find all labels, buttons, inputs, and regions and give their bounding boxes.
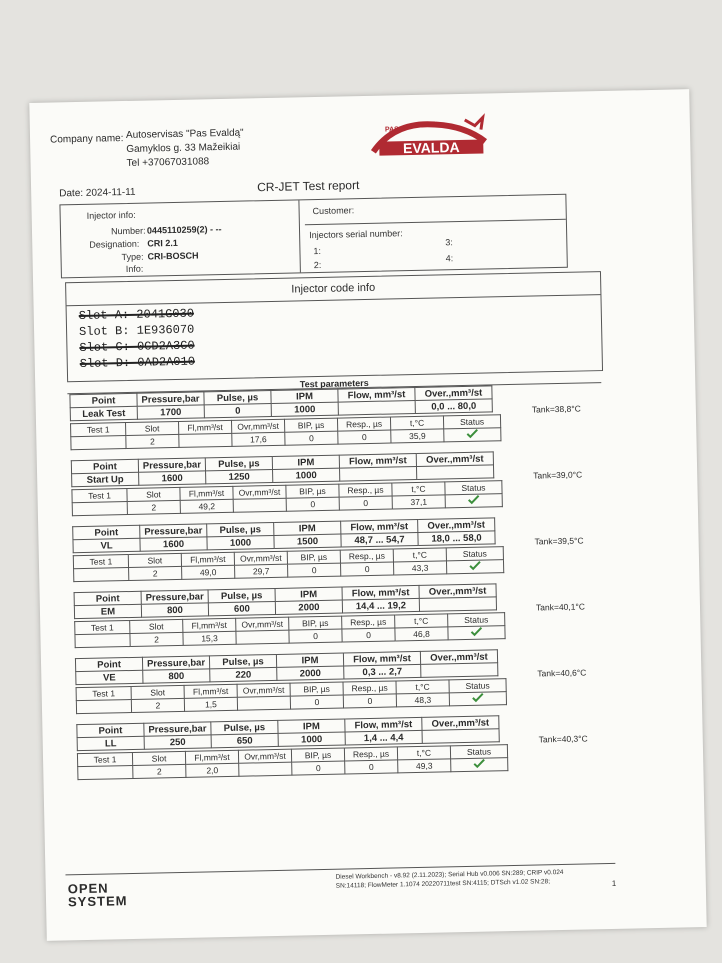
sub-header-resp: Resp., µs (343, 681, 396, 695)
logo-line-1: OPEN (67, 880, 109, 897)
result-t: 46,8 (395, 627, 448, 641)
report-date: Date: 2024-11-11 (59, 186, 136, 200)
sub-header-fl: Fl,mm³/st (183, 618, 236, 632)
sub-header-bip: BIP, µs (286, 484, 339, 498)
result-slot: 2 (131, 698, 184, 712)
column-header-pulse: Pulse, µs (205, 456, 272, 470)
param-point: Leak Test (70, 406, 137, 420)
check-icon (445, 494, 502, 508)
test-spacer (76, 699, 131, 713)
sub-header-fl: Fl,mm³/st (181, 552, 234, 566)
result-ovr (236, 630, 289, 644)
sub-header-ovr: Ovr,mm³/st (236, 617, 289, 631)
result-t: 48,3 (396, 693, 449, 707)
result-slot: 2 (129, 566, 182, 580)
param-over (421, 663, 498, 678)
sub-header-test: Test 1 (77, 752, 132, 766)
column-header-pressure: Pressure,bar (137, 392, 204, 406)
column-header-over: Over.,mm³/st (419, 584, 496, 599)
sub-header-t: t,°C (397, 746, 450, 760)
check-icon (448, 626, 505, 640)
type-value: CRI-BOSCH (147, 250, 199, 262)
column-header-point: Point (77, 723, 144, 737)
evalda-logo (365, 111, 496, 164)
sub-header-resp: Resp., µs (344, 747, 397, 761)
test-block (74, 581, 603, 648)
column-header-over: Over.,mm³/st (418, 518, 495, 533)
sub-header-t: t,°C (392, 482, 445, 496)
sub-header-bip: BIP, µs (284, 418, 337, 432)
serial-slot-3: 3: (445, 237, 453, 248)
sub-header-status: Status (450, 745, 507, 759)
param-pulse: 650 (211, 733, 278, 747)
result-fl (179, 433, 232, 447)
result-resp: 0 (339, 496, 392, 510)
column-header-flow: Flow, mm³/st (339, 453, 416, 468)
test-spacer (75, 634, 130, 648)
sub-header-bip: BIP, µs (290, 682, 343, 696)
column-header-point: Point (73, 525, 140, 539)
sub-header-ovr: Ovr,mm³/st (231, 419, 284, 433)
column-header-flow: Flow, mm³/st (338, 387, 415, 402)
param-pressure: 800 (143, 669, 210, 683)
result-ovr: 29,7 (235, 564, 288, 578)
result-fl: 15,3 (183, 631, 236, 645)
result-ovr: 17,6 (232, 432, 285, 446)
column-header-over: Over.,mm³/st (422, 716, 499, 731)
param-pressure: 1600 (139, 471, 206, 485)
param-over (422, 729, 499, 744)
column-header-flow: Flow, mm³/st (341, 519, 418, 534)
info-divider (298, 200, 301, 272)
sub-header-test: Test 1 (73, 555, 128, 569)
column-header-over: Over.,mm³/st (416, 452, 493, 467)
check-icon (446, 560, 503, 574)
param-over (419, 597, 496, 612)
param-ipm: 1000 (271, 402, 338, 416)
code-line-2: Slot B: 1E936070 (78, 322, 195, 340)
param-point: Start Up (72, 472, 139, 486)
logo-top: PAS (384, 126, 399, 134)
column-header-point: Point (75, 657, 142, 671)
result-resp: 0 (341, 562, 394, 576)
param-point: EM (74, 604, 141, 618)
column-header-pulse: Pulse, µs (211, 720, 278, 734)
column-header-over: Over.,mm³/st (420, 650, 497, 665)
sub-header-slot: Slot (131, 685, 184, 699)
customer-divider (305, 219, 566, 225)
param-flow (338, 400, 415, 415)
sub-header-status: Status (445, 481, 502, 495)
param-pressure: 1600 (140, 537, 207, 551)
check-icon (444, 428, 501, 442)
check-icon (449, 692, 506, 706)
sub-header-resp: Resp., µs (339, 483, 392, 497)
result-t: 49,3 (398, 759, 451, 773)
sub-header-ovr: Ovr,mm³/st (233, 485, 286, 499)
code-line-4: Slot D: 0AD2A010 (79, 354, 196, 372)
company-label: Company name: (49, 133, 124, 146)
tank-temperature: Tank=38,8°C (531, 403, 581, 415)
sub-header-t: t,°C (393, 548, 446, 562)
number-value: 0445110259(2) - -- (146, 224, 222, 236)
column-header-flow: Flow, mm³/st (345, 717, 422, 732)
test-block (72, 515, 601, 582)
serial-slot-4: 4: (445, 253, 454, 264)
result-bip: 0 (288, 563, 341, 577)
check-icon (451, 758, 508, 772)
sub-header-status: Status (449, 679, 506, 693)
sub-header-status: Status (448, 613, 505, 627)
designation-value: CRI 2.1 (147, 237, 178, 249)
sub-header-slot: Slot (132, 751, 185, 765)
result-slot: 2 (127, 500, 180, 514)
column-header-pulse: Pulse, µs (208, 588, 275, 602)
result-ovr (239, 762, 292, 776)
code-line-1: Slot A: 2041G030 (78, 306, 195, 324)
param-flow: 14,4 ... 19,2 (342, 598, 419, 613)
result-slot: 2 (126, 434, 179, 448)
test-parameters-title: Test parameters (299, 377, 369, 390)
open-system-logo (68, 881, 128, 908)
tank-temperature: Tank=40,1°C (535, 601, 586, 613)
column-header-flow: Flow, mm³/st (343, 651, 420, 666)
tank-temperature: Tank=40,3°C (538, 733, 588, 745)
column-header-ipm: IPM (272, 455, 339, 469)
column-header-ipm: IPM (276, 653, 343, 667)
param-over (416, 465, 493, 480)
param-over: 0,0 ... 80,0 (415, 399, 492, 414)
result-resp: 0 (345, 760, 398, 774)
param-pulse: 0 (204, 404, 271, 418)
param-ipm: 2000 (275, 600, 342, 614)
param-pulse: 220 (210, 667, 277, 681)
company-address: Gamyklos g. 33 Mažeikiai (126, 141, 241, 155)
logo-name: EVALDA (402, 139, 460, 157)
test-spacer (74, 568, 129, 582)
logo-line-2: SYSTEM (67, 893, 128, 910)
sub-header-fl: Fl,mm³/st (184, 684, 237, 698)
software-info (335, 867, 595, 890)
param-flow: 48,7 ... 54,7 (341, 532, 418, 547)
param-flow (340, 466, 417, 481)
number-label: Number: (110, 225, 146, 237)
software-line-2: SN:14118; FlowMeter 1.1074 20220711test SN:4115; DTSch v1.02 SN:28; (335, 878, 551, 890)
serial-slot-2: 2: (313, 259, 322, 271)
param-pressure: 1700 (137, 405, 204, 419)
column-header-pulse: Pulse, µs (207, 522, 274, 536)
column-header-point: Point (71, 459, 138, 473)
injector-info-box (59, 194, 567, 279)
param-point: VL (73, 538, 140, 552)
result-resp: 0 (342, 628, 395, 642)
sub-header-t: t,°C (395, 614, 448, 628)
code-line-3: Slot C: 0CD2A3C0 (79, 338, 195, 356)
result-fl: 1,5 (184, 697, 237, 711)
sub-header-fl: Fl,mm³/st (180, 486, 233, 500)
result-slot: 2 (133, 764, 186, 778)
result-ovr (237, 696, 290, 710)
type-label: Type: (121, 251, 144, 263)
serial-label: Injectors serial number: (309, 228, 403, 241)
code-info-title: Injector code info (291, 281, 376, 296)
software-line-1: Diesel Workbench - v8.92 (2.11.2023); Serial Hub v0.006 SN:289; CRIP v0.024 (335, 868, 564, 881)
sub-header-status: Status (443, 415, 500, 429)
sub-header-resp: Resp., µs (340, 549, 393, 563)
sub-header-ovr: Ovr,mm³/st (234, 551, 287, 565)
param-flow: 1,4 ... 4,4 (345, 730, 422, 745)
sub-header-status: Status (446, 547, 503, 561)
result-bip: 0 (285, 431, 338, 445)
result-bip: 0 (289, 629, 342, 643)
column-header-pressure: Pressure,bar (141, 590, 208, 604)
sub-header-slot: Slot (126, 421, 179, 435)
company-details (126, 127, 245, 171)
result-bip: 0 (290, 695, 343, 709)
report-title: CR-JET Test report (256, 178, 360, 195)
injector-info-label: Injector info: (86, 209, 136, 221)
sub-header-resp: Resp., µs (337, 417, 390, 431)
column-header-pressure: Pressure,bar (140, 524, 207, 538)
param-pulse: 1250 (206, 469, 273, 483)
sub-header-slot: Slot (130, 619, 183, 633)
sub-header-test: Test 1 (76, 687, 131, 701)
result-resp: 0 (338, 430, 391, 444)
result-fl: 49,2 (180, 499, 233, 513)
sub-header-resp: Resp., µs (342, 615, 395, 629)
test-spacer (72, 502, 127, 516)
result-t: 37,1 (392, 495, 445, 509)
column-header-ipm: IPM (274, 521, 341, 535)
tank-temperature: Tank=39,0°C (533, 469, 583, 481)
company-name: Autoservisas "Pas Evaldą" (125, 127, 244, 141)
info-label: Info: (125, 263, 144, 275)
column-header-pulse: Pulse, µs (209, 654, 276, 668)
result-t: 35,9 (391, 429, 444, 443)
company-phone: Tel +37067031088 (126, 156, 210, 169)
sub-header-t: t,°C (396, 680, 449, 694)
column-header-ipm: IPM (278, 719, 345, 733)
sub-header-slot: Slot (127, 487, 180, 501)
result-slot: 2 (130, 632, 183, 646)
param-point: VE (76, 670, 143, 684)
result-ovr (233, 498, 286, 512)
test-block (69, 383, 598, 450)
param-ipm: 1000 (278, 732, 345, 746)
param-pulse: 600 (208, 601, 275, 615)
column-header-pulse: Pulse, µs (204, 391, 271, 405)
sub-header-bip: BIP, µs (291, 748, 344, 762)
column-header-pressure: Pressure,bar (142, 656, 209, 670)
sub-header-bip: BIP, µs (289, 616, 342, 630)
test-report-sheet (29, 89, 706, 941)
test-block (76, 713, 605, 780)
result-bip: 0 (292, 761, 345, 775)
sub-header-t: t,°C (390, 416, 443, 430)
sub-header-test: Test 1 (71, 423, 126, 437)
sub-header-bip: BIP, µs (287, 550, 340, 564)
column-header-ipm: IPM (271, 389, 338, 403)
column-header-over: Over.,mm³/st (415, 386, 492, 401)
param-flow: 0,3 ... 2,7 (344, 664, 421, 679)
sub-header-ovr: Ovr,mm³/st (237, 683, 290, 697)
column-header-ipm: IPM (275, 587, 342, 601)
tank-temperature: Tank=40,6°C (537, 667, 587, 679)
result-resp: 0 (343, 694, 396, 708)
test-spacer (78, 765, 133, 779)
sub-header-test: Test 1 (75, 621, 130, 635)
sub-header-ovr: Ovr,mm³/st (238, 749, 291, 763)
param-pressure: 250 (144, 735, 211, 749)
result-fl: 49,0 (182, 565, 235, 579)
result-bip: 0 (286, 497, 339, 511)
page-number: 1 (611, 878, 617, 888)
column-header-point: Point (70, 393, 137, 407)
sub-header-fl: Fl,mm³/st (185, 750, 238, 764)
test-block (75, 647, 604, 714)
designation-label: Designation: (89, 238, 140, 250)
tank-temperature: Tank=39,5°C (534, 535, 584, 547)
serial-slot-1: 1: (313, 245, 322, 257)
column-header-pressure: Pressure,bar (144, 722, 211, 736)
test-block (71, 449, 600, 516)
column-header-pressure: Pressure,bar (138, 458, 205, 472)
param-ipm: 1000 (273, 468, 340, 482)
param-point: LL (77, 736, 144, 750)
param-over: 18,0 ... 58,0 (418, 531, 495, 546)
sub-header-test: Test 1 (72, 489, 127, 503)
sub-header-slot: Slot (128, 553, 181, 567)
injector-code-box (65, 271, 603, 382)
customer-label: Customer: (312, 205, 355, 217)
column-header-point: Point (74, 591, 141, 605)
param-pressure: 800 (141, 603, 208, 617)
param-ipm: 2000 (277, 666, 344, 680)
test-spacer (71, 436, 126, 450)
result-t: 43,3 (393, 561, 446, 575)
param-pulse: 1000 (207, 535, 274, 549)
sub-header-fl: Fl,mm³/st (178, 420, 231, 434)
result-fl: 2,0 (186, 763, 239, 777)
column-header-flow: Flow, mm³/st (342, 585, 419, 600)
param-ipm: 1500 (274, 534, 341, 548)
